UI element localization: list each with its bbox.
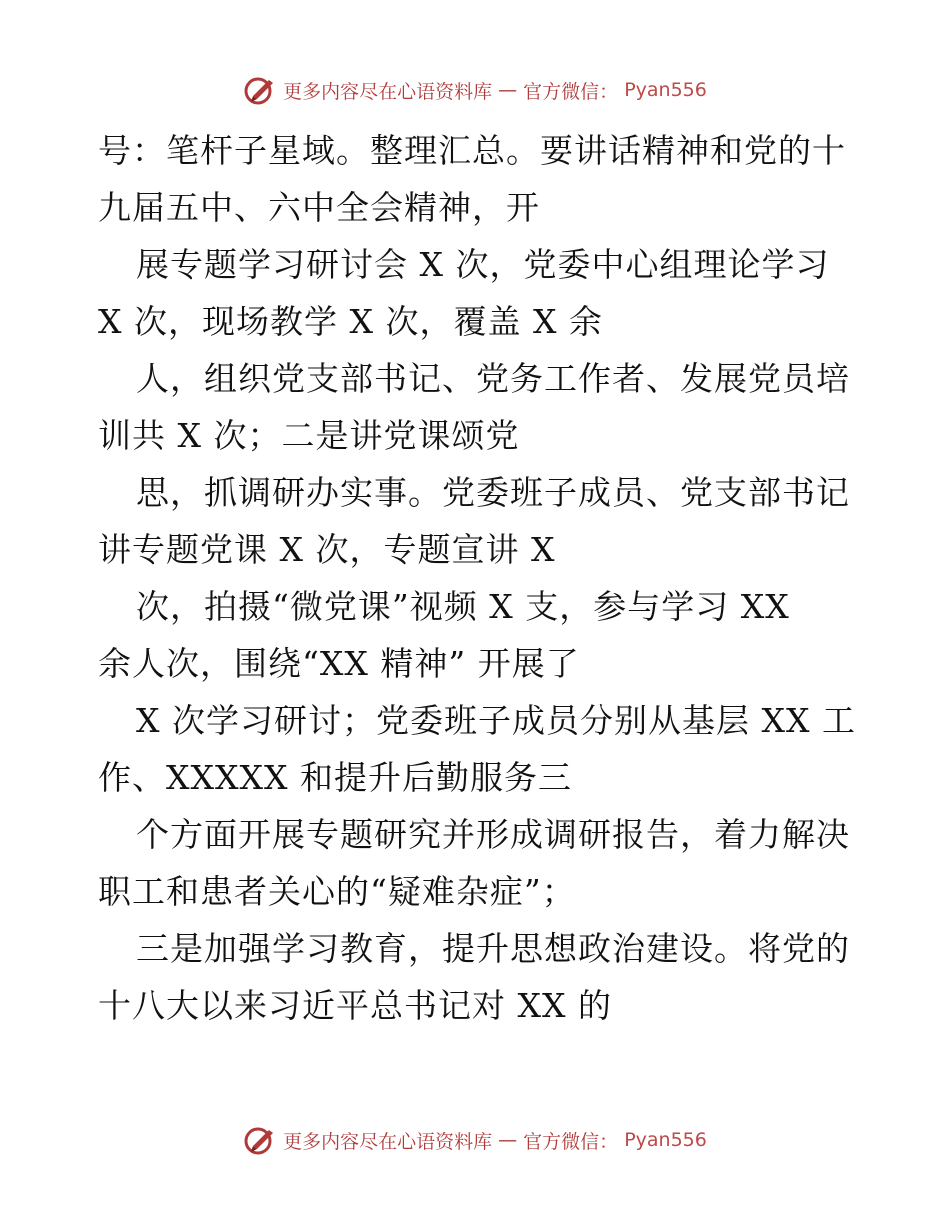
watermark-wechat-id: Pyan556	[624, 1129, 707, 1151]
watermark-brand-text: 更多内容尽在心语资料库	[283, 80, 493, 103]
watermark-wechat-label: 官方微信：	[523, 80, 619, 103]
text-line: X 次，现场教学 X 次，覆盖 X 余	[98, 302, 603, 341]
watermark-separator: —	[498, 1129, 518, 1151]
text-line: 思，抓调研办实事。党委班子成员、党支部书记	[136, 473, 850, 512]
text-line: 训共 X 次；二是讲党课颂党	[98, 416, 520, 455]
text-line: 作、XXXXX 和提升后勤服务三	[98, 758, 572, 797]
watermark-wechat-label: 官方微信：	[523, 1130, 619, 1153]
text-line: 讲专题党课 X 次，专题宣讲 X	[98, 530, 556, 569]
watermark-brand-text: 更多内容尽在心语资料库	[283, 1130, 493, 1153]
text-line: 十八大以来习近平总书记对 XX 的	[98, 986, 612, 1025]
text-line: 人，组织党支部书记、党务工作者、发展党员培	[136, 359, 850, 398]
text-line: 展专题学习研讨会 X 次，党委中心组理论学习	[136, 245, 830, 284]
footer-watermark	[0, 1124, 950, 1156]
watermark-wechat-id: Pyan556	[624, 79, 707, 101]
text-line: X 次学习研讨；党委班子成员分别从基层 XX 工	[136, 701, 856, 740]
text-line: 九届五中、六中全会精神，开	[98, 188, 540, 227]
text-line: 余人次，围绕“XX 精神” 开展了	[98, 644, 580, 683]
document-body	[98, 122, 868, 1034]
text-line: 三是加强学习教育，提升思想政治建设。将党的	[136, 929, 850, 968]
brush-seal-icon	[243, 1124, 277, 1156]
text-line: 职工和患者关心的“疑难杂症”；	[98, 872, 576, 911]
header-watermark	[0, 74, 950, 106]
brush-seal-icon	[243, 74, 277, 106]
text-line: 个方面开展专题研究并形成调研报告，着力解决	[136, 815, 850, 854]
text-line: 次，拍摄“微党课”视频 X 支，参与学习 XX	[136, 587, 790, 626]
text-line: 号：笔杆子星域。整理汇总。要讲话精神和党的十	[98, 131, 846, 170]
watermark-separator: —	[498, 79, 518, 101]
